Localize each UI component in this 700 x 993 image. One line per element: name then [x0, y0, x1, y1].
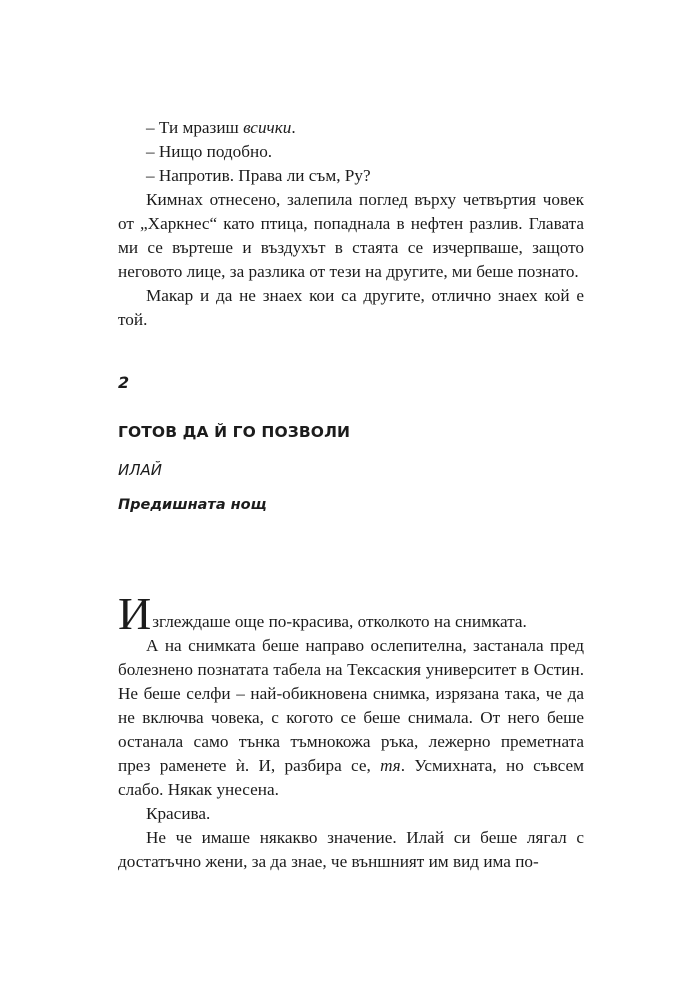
paragraph: Красива. — [146, 804, 211, 823]
paragraph: Макар и да не знаех кои са другите, отлично знаех кой е той. — [118, 286, 584, 329]
chapter-title: ГОТОВ ДА Й ГО ПОЗВОЛИ — [118, 423, 351, 441]
emphasis: всички — [243, 118, 292, 137]
opening-paragraph: Изглеждаше още по-красива, отколкото на снимката. — [118, 588, 527, 639]
chapter-pov-character: ИЛАЙ — [118, 461, 162, 479]
paragraph: Не че имаше някакво значение. Илай си беше лягал с достатъчно жени, за да знае, че външният им вид има по- — [118, 828, 584, 871]
dialogue-line: – Ти мразиш всички. — [146, 118, 296, 137]
paragraph: А на снимката беше направо ослепителна, застанала пред болезнено познатата табела на Тексаския университет в Остин. Не беше селфи – най-обикновена снимка, изрязана така, че да не включва човека, с когото се беше снимала. От него беше останала само тънка тъмнокожа ръка, лежерно преметната през раменете ѝ. И, разбира се, тя. Усмихната, но съвсем слабо. Някак унесена. — [118, 636, 584, 799]
chapter-body — [118, 588, 584, 874]
dialogue-line: – Нищо подобно. — [146, 142, 273, 161]
emphasis: тя — [380, 756, 401, 775]
previous-chapter-ending — [118, 116, 584, 332]
chapter-time-label: Предишната нощ — [118, 497, 267, 513]
paragraph: Кимнах отнесено, залепила поглед върху четвъртия човек от „Харкнес“ като птица, попаднала в нефтен разлив. Главата ми се въртеше и въздухът в стаята се изчерпваше, защото неговото лице, за разлика от тези на другите, ми беше познато. — [118, 190, 584, 281]
chapter-number: 2 — [118, 373, 130, 392]
dialogue-line: – Напротив. Права ли съм, Ру? — [146, 166, 371, 185]
drop-cap: И — [118, 588, 153, 639]
